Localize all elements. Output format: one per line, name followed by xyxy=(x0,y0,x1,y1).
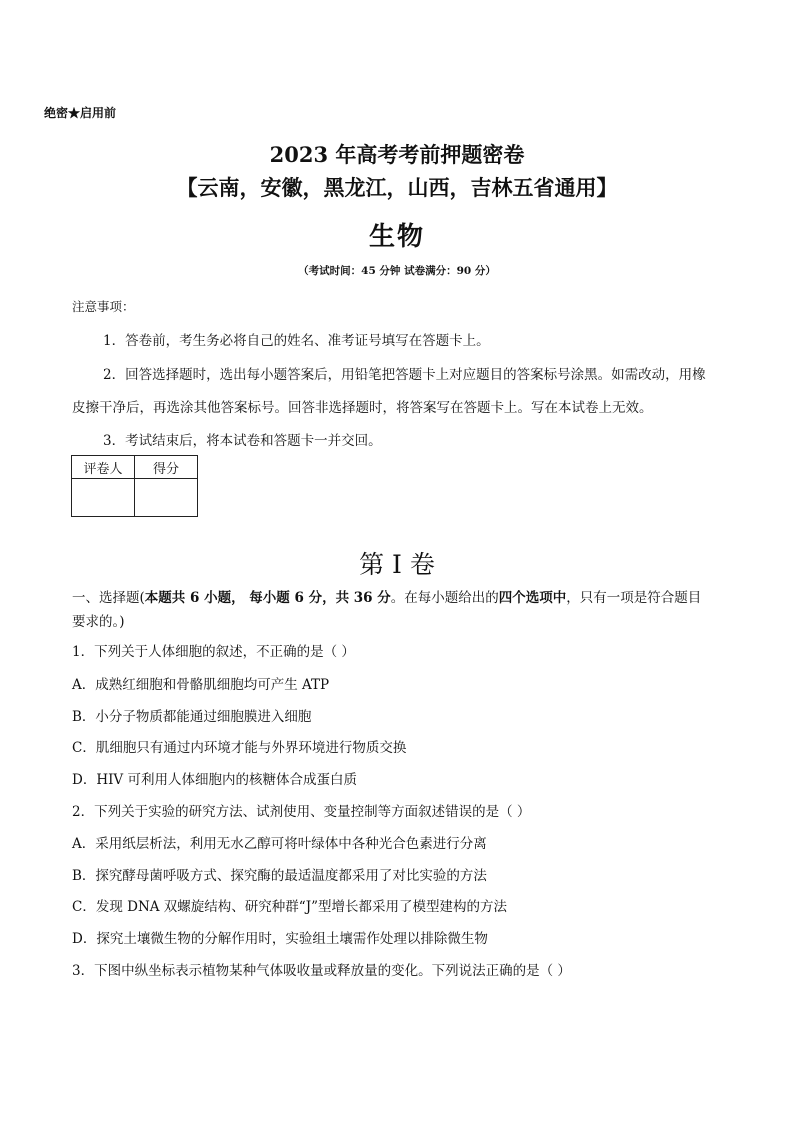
question-1-option-c: C．肌细胞只有通过内环境才能与外界环境进行物质交换 xyxy=(72,740,407,756)
grader-header: 评卷人 xyxy=(72,456,135,479)
grader-score-table xyxy=(71,455,198,517)
section-instructions-line-2: 要求的。) xyxy=(72,614,125,630)
confidential-label: 绝密★启用前 xyxy=(44,106,117,120)
section-mid: 。在每小题给出的 xyxy=(390,590,499,606)
exam-regions: 【云南，安徽，黑龙江，山西，吉林五省通用】 xyxy=(176,175,618,200)
notice-item-3: 3．考试结束后，将本试卷和答题卡一并交回。 xyxy=(103,433,382,449)
question-1-option-b: B．小分子物质都能通过细胞膜进入细胞 xyxy=(72,709,312,725)
section-instructions xyxy=(72,586,701,606)
question-2-option-d: D．探究土壤微生物的分解作用时，实验组土壤需作处理以排除微生物 xyxy=(72,931,488,947)
exam-subject: 生物 xyxy=(368,222,425,252)
grader-cell xyxy=(72,479,135,517)
question-2-option-b: B．探究酵母菌呼吸方式、探究酶的最适温度都采用了对比实验的方法 xyxy=(72,868,487,884)
question-2-stem: 2．下列关于实验的研究方法、试剂使用、变量控制等方面叙述错误的是（ ） xyxy=(72,804,531,820)
exam-title: 2023 年高考考前押题密卷 xyxy=(269,142,525,167)
section-options-note: 四个选项中 xyxy=(498,590,567,606)
score-cell xyxy=(135,479,198,517)
question-2-option-c: C．发现 DNA 双螺旋结构、研究种群“J”型增长都采用了模型建构的方法 xyxy=(72,899,508,915)
volume-heading: 第 I 卷 xyxy=(359,550,435,579)
notice-item-2-line-2: 皮擦干净后，再选涂其他答案标号。回答非选择题时，将答案写在答题卡上。写在本试卷上无效。 xyxy=(72,400,653,416)
question-1-option-a: A．成熟红细胞和骨骼肌细胞均可产生 ATP xyxy=(72,677,330,693)
question-2-option-a: A．采用纸层析法，利用无水乙醇可将叶绿体中各种光合色素进行分离 xyxy=(72,836,487,852)
notice-item-1: 1．答卷前，考生务必将自己的姓名、准考证号填写在答题卡上。 xyxy=(103,333,490,349)
question-1-option-d: D．HIV 可利用人体细胞内的核糖体合成蛋白质 xyxy=(72,772,357,788)
question-3-stem: 3．下图中纵坐标表示植物某种气体吸收量或释放量的变化。下列说法正确的是（ ） xyxy=(72,963,571,979)
notice-item-2-line-1: 2．回答选择题时，选出每小题答案后，用铅笔把答题卡上对应题目的答案标号涂黑。如需改动，用橡 xyxy=(103,367,706,383)
score-header: 得分 xyxy=(135,456,198,479)
section-prefix: 一、选择题( xyxy=(72,590,145,606)
section-tail: ，只有一项是符合题目 xyxy=(566,590,702,606)
exam-time-score: （考试时间：45 分钟 试卷满分：90 分） xyxy=(298,265,496,277)
notice-heading: 注意事项： xyxy=(72,299,135,314)
question-1-stem: 1．下列关于人体细胞的叙述，不正确的是（ ） xyxy=(72,644,355,660)
section-count: 本题共 6 小题， 每小题 6 分，共 36 分 xyxy=(144,590,391,606)
